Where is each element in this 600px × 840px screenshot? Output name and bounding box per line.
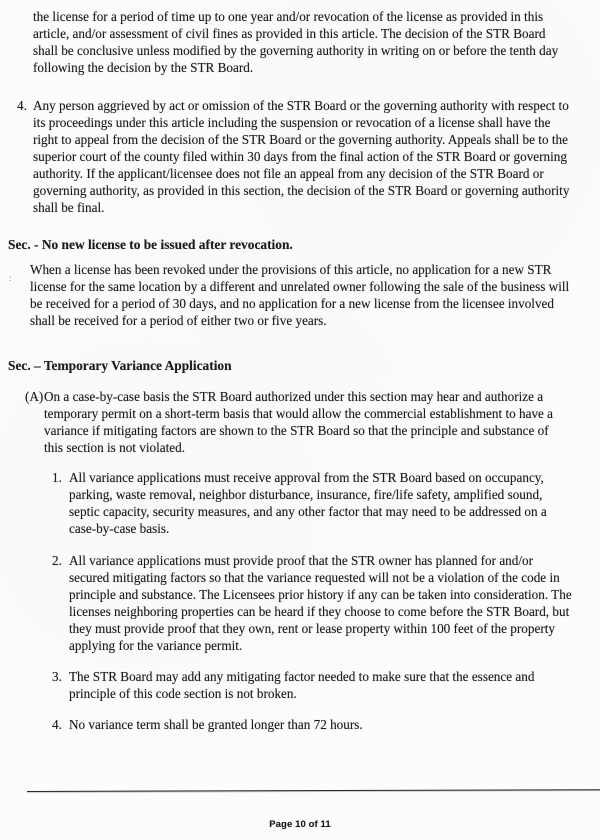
continuation-paragraph: the license for a period of time up to one year and/or revocation of the license as provided in this article, and/or assessment of civil fines as provided in this article. The decision of the STR Board shall be conclusive unless modified by the governing authority in writing on or before the tenth day following the decision by the STR Board. [33,9,559,75]
page-number-label: Page 10 of 11 [269,819,331,830]
item-text: All variance applications must receive approval from the STR Board based on occupancy, parking, waste removal, neighbor disturbance, insurance, fire/life safety, amplified sound, septic capacity, security measures, and any other factor that may need to be addressed on a case-by-case basis. [69,470,547,536]
item-text: No variance term shall be granted longer than 72 hours. [69,717,363,732]
item-number: 3. [52,669,62,684]
section-heading-variance: Sec. – Temporary Variance Application [8,358,232,373]
item-text: Any person aggrieved by act or omission of the STR Board or the governing authority with respect to its proceedings under this article including the suspension or revocation of a license shall have the right to appeal from the decision of the STR Board or the governing authority. Appeals shall be to the superior court of the county filed within 30 days from the final action of the STR Board or governing authority. If the applicant/licensee does not file an appeal from any decision of the STR Board or governing authority, as provided in this section, the decision of the STR Board or governing authority shall be final. [33,98,570,215]
item-number: 4. [52,717,62,732]
variance-item-2 [52,552,575,654]
section-heading-revocation: Sec. - No new license to be issued after revocation. [8,237,293,252]
item-number: 4. [17,98,27,113]
item-text: The STR Board may add any mitigating factor needed to make sure that the essence and principle of this code section is not broken. [69,669,535,701]
item-number: 2. [52,553,62,568]
item-text: All variance applications must provide proof that the STR owner has planned for and/or secured mitigating factors so that the variance requested will not be a violation of the code in principle and substance. The Licensees prior history if any can be taken into consideration. The licenses neighboring properties can be heard if they choose to come before the STR Board, but they must provide proof that they own, rent or lease property within 100 feet of the property applying for the variance permit. [69,553,572,653]
list-item-a [25,388,568,456]
list-item-appeal [17,97,570,216]
variance-item-4 [52,716,575,733]
item-text: On a case-by-case basis the STR Board authorized under this section may hear and authorize a temporary permit on a short-term basis that would allow the commercial establishment to have a variance if mitigating factors are shown to the STR Board so that the principle and substance of this section is not violated. [44,389,554,455]
variance-item-3 [52,668,575,702]
variance-item-1 [52,469,575,537]
footer-rule [27,789,600,792]
item-number: 1. [52,470,62,485]
scan-artifact: : [9,273,12,283]
item-marker: (A) [25,389,44,404]
revocation-paragraph: When a license has been revoked under the provisions of this article, no application for a new STR license for the same location by a different and unrelated owner following the sale of the business will be received for a period of 30 days, and no application for a new license from the licensee involved shall be received for a period of either two or five years. [30,262,570,328]
